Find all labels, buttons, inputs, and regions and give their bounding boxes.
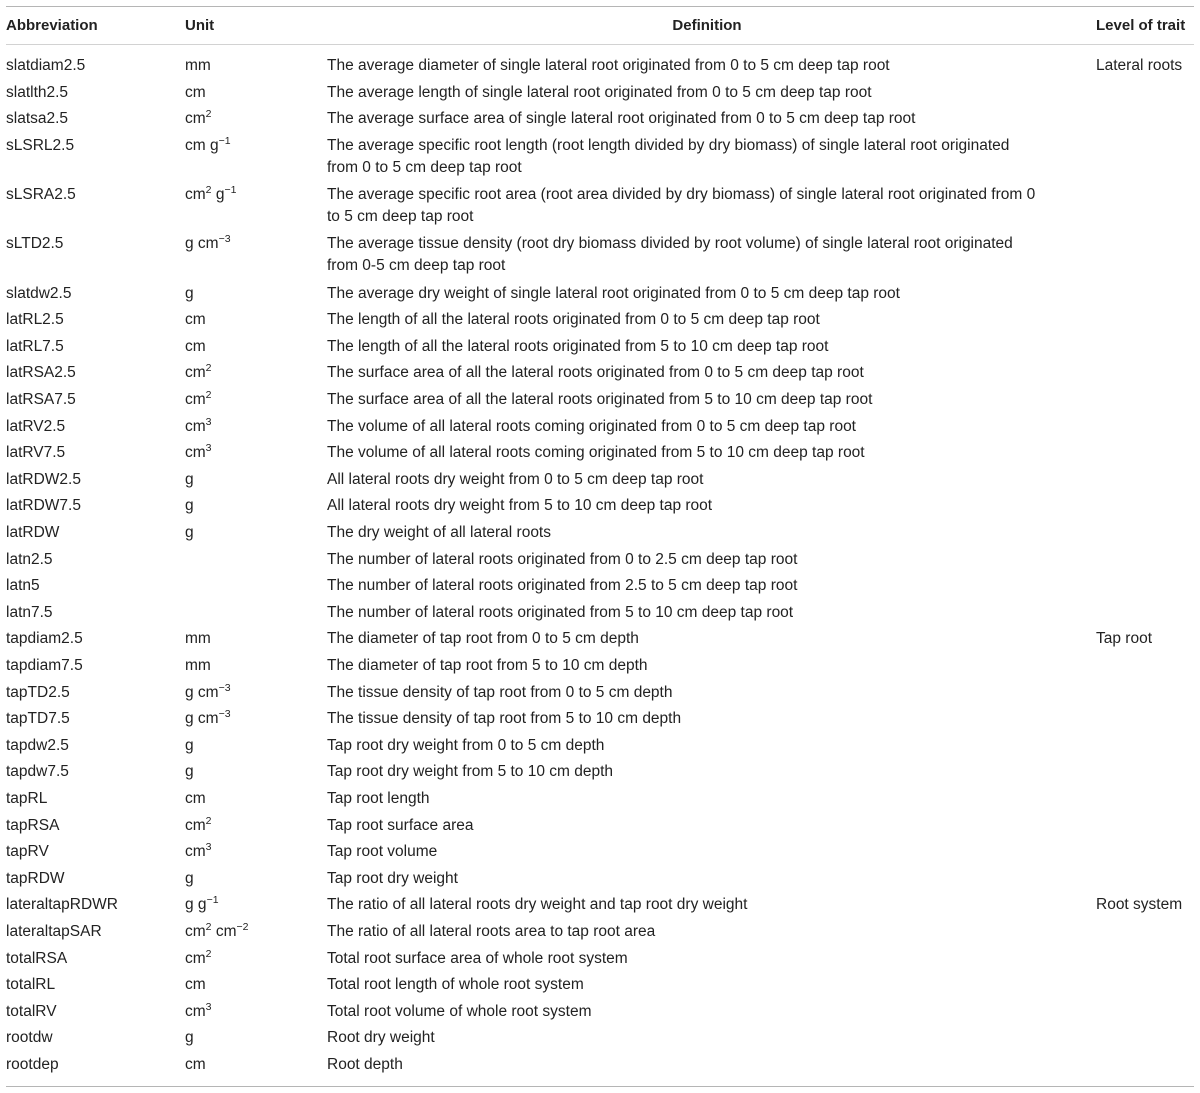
definition-cell: The dry weight of all lateral roots <box>327 524 551 542</box>
unit-text: cm <box>185 1055 206 1073</box>
definition-cell: Total root length of whole root system <box>327 976 584 994</box>
unit-text: cm <box>185 391 206 409</box>
table-row <box>0 1025 1200 1052</box>
unit-text: cm <box>185 922 206 940</box>
table-row <box>0 866 1200 893</box>
unit-text: g <box>185 736 194 754</box>
unit-text: cm <box>185 789 206 807</box>
abbreviation-cell: tapTD2.5 <box>6 683 70 701</box>
abbreviation-cell: tapRDW <box>6 869 65 887</box>
unit-cell <box>185 184 236 206</box>
table-row <box>0 653 1200 680</box>
definition-cell: Root depth <box>327 1055 403 1073</box>
definition-cell: Tap root length <box>327 789 430 807</box>
definition-cell: The average surface area of single lateral root originated from 0 to 5 cm deep tap root <box>327 110 916 128</box>
level-cell: Root system <box>1096 896 1183 914</box>
level-cell: Tap root <box>1096 630 1153 648</box>
unit-text: cm <box>211 922 237 940</box>
table-body <box>0 53 1200 1078</box>
unit-cell <box>185 1001 212 1023</box>
unit-text: g <box>211 186 225 204</box>
unit-exponent: −2 <box>236 920 249 933</box>
abbreviation-cell: tapdiam2.5 <box>6 630 83 648</box>
abbreviation-cell: latRSA7.5 <box>6 391 76 409</box>
unit-cell <box>185 108 212 130</box>
unit-text: cm <box>185 1002 206 1020</box>
unit-cell <box>185 495 194 517</box>
definition-cell: The average diameter of single lateral root originated from 0 to 5 cm deep tap root <box>327 57 890 74</box>
abbreviation-cell: tapdiam7.5 <box>6 656 83 674</box>
abbreviation-cell: latRL2.5 <box>6 311 64 329</box>
unit-text: g <box>185 497 194 515</box>
unit-cell <box>185 233 231 255</box>
abbreviation-cell: latRDW7.5 <box>6 497 81 515</box>
unit-cell <box>185 522 194 544</box>
unit-exponent: 2 <box>205 362 212 375</box>
table-row <box>0 133 1200 182</box>
table-row <box>0 839 1200 866</box>
abbreviation-cell: tapRV <box>6 843 49 861</box>
unit-text: cm <box>185 110 206 128</box>
definition-cell: Root dry weight <box>327 1029 435 1047</box>
table-row <box>0 1052 1200 1079</box>
definition-cell: The average length of single lateral root originated from 0 to 5 cm deep tap root <box>327 83 872 101</box>
abbreviation-cell: latRV7.5 <box>6 444 66 462</box>
definition-cell: The number of lateral roots originated from 0 to 2.5 cm deep tap root <box>327 550 798 568</box>
definition-cell: The ratio of all lateral roots dry weight and tap root dry weight <box>327 896 748 914</box>
unit-exponent: 2 <box>205 184 212 197</box>
table-row <box>0 493 1200 520</box>
table-row <box>0 946 1200 973</box>
abbreviation-cell: lateraltapSAR <box>6 922 102 940</box>
header-rule <box>6 44 1194 45</box>
unit-cell <box>185 135 231 157</box>
unit-exponent: −1 <box>224 184 237 197</box>
unit-cell <box>185 336 206 358</box>
abbreviation-cell: latRSA2.5 <box>6 364 76 382</box>
unit-exponent: 2 <box>205 814 212 827</box>
unit-text: cm <box>185 364 206 382</box>
unit-text: g <box>185 869 194 887</box>
header-unit: Unit <box>185 17 215 34</box>
unit-cell <box>185 1054 206 1076</box>
unit-text: cm <box>185 976 206 994</box>
unit-text: cm <box>185 311 206 329</box>
unit-text: g <box>185 1029 194 1047</box>
definition-cell: Total root surface area of whole root system <box>327 949 628 967</box>
unit-exponent: 3 <box>205 1000 212 1013</box>
abbreviation-cell: slatlth2.5 <box>6 83 69 101</box>
table-row <box>0 182 1200 231</box>
table-row <box>0 999 1200 1026</box>
unit-text: g <box>185 524 194 542</box>
definition-cell: Tap root dry weight from 0 to 5 cm depth <box>327 736 605 754</box>
unit-cell <box>185 1027 194 1049</box>
abbreviation-cell: slatsa2.5 <box>6 110 69 128</box>
unit-text: g cm <box>185 710 219 728</box>
abbreviation-cell: totalRV <box>6 1002 57 1020</box>
unit-exponent: 2 <box>205 389 212 402</box>
table-row <box>0 231 1200 280</box>
abbreviation-cell: latRDW2.5 <box>6 470 81 488</box>
unit-text: g cm <box>185 235 219 253</box>
definition-cell: The volume of all lateral roots coming originated from 0 to 5 cm deep tap root <box>327 417 856 435</box>
definition-cell: All lateral roots dry weight from 0 to 5 cm deep tap root <box>327 470 704 488</box>
abbreviation-cell: sLSRA2.5 <box>6 186 76 204</box>
unit-text: cm <box>185 83 206 101</box>
abbreviation-cell: latRDW <box>6 524 60 542</box>
unit-cell <box>185 815 212 837</box>
abbreviation-cell: latn2.5 <box>6 550 53 568</box>
table-row <box>0 733 1200 760</box>
unit-text: g <box>185 470 194 488</box>
definition-cell: The length of all the lateral roots originated from 0 to 5 cm deep tap root <box>327 311 820 329</box>
table-row <box>0 414 1200 441</box>
unit-cell <box>185 788 206 810</box>
unit-cell <box>185 948 212 970</box>
unit-cell <box>185 362 212 384</box>
unit-exponent: 2 <box>205 920 212 933</box>
table-row <box>0 759 1200 786</box>
unit-exponent: 2 <box>205 947 212 960</box>
unit-text: mm <box>185 57 211 74</box>
abbreviation-cell: latRL7.5 <box>6 337 64 355</box>
table-row <box>0 53 1200 80</box>
unit-cell <box>185 894 219 916</box>
table-row <box>0 80 1200 107</box>
table-row <box>0 680 1200 707</box>
header-level-of-trait: Level of trait <box>1096 17 1186 34</box>
table-row <box>0 307 1200 334</box>
unit-text: cm <box>185 949 206 967</box>
definition-cell: The diameter of tap root from 5 to 10 cm depth <box>327 656 648 674</box>
level-cell: Lateral roots <box>1096 57 1183 74</box>
unit-text: cm <box>185 816 206 834</box>
unit-text: cm <box>185 186 206 204</box>
unit-cell <box>185 974 206 996</box>
table-row <box>0 520 1200 547</box>
unit-text: g g <box>185 896 207 914</box>
table-row <box>0 281 1200 308</box>
abbreviation-cell: sLSRL2.5 <box>6 136 75 154</box>
unit-cell <box>185 841 212 863</box>
definition-cell: The average tissue density (root dry biomass divided by root volume) of single lateral root originated from 0-5 cm deep tap root <box>327 235 1013 275</box>
unit-cell <box>185 55 211 77</box>
definition-cell: The average dry weight of single lateral root originated from 0 to 5 cm deep tap root <box>327 284 900 302</box>
abbreviation-cell: totalRSA <box>6 949 68 967</box>
unit-exponent: 3 <box>205 841 212 854</box>
abbreviation-cell: tapdw2.5 <box>6 736 69 754</box>
unit-text: mm <box>185 630 211 648</box>
table-top-rule <box>6 6 1194 7</box>
unit-cell <box>185 82 206 104</box>
unit-text: g <box>185 763 194 781</box>
table-row <box>0 440 1200 467</box>
unit-cell <box>185 735 194 757</box>
unit-cell <box>185 442 212 464</box>
table-row <box>0 626 1200 653</box>
abbreviation-cell: rootdep <box>6 1055 59 1073</box>
header-definition: Definition <box>672 17 742 34</box>
definition-cell: The volume of all lateral roots coming originated from 5 to 10 cm deep tap root <box>327 444 865 462</box>
table-row <box>0 360 1200 387</box>
table-row <box>0 600 1200 627</box>
unit-cell <box>185 682 231 704</box>
abbreviation-cell: latn5 <box>6 577 40 595</box>
table-row <box>0 786 1200 813</box>
abbreviation-cell: slatdw2.5 <box>6 284 72 302</box>
table-bottom-rule <box>6 1086 1194 1087</box>
abbreviation-cell: tapRL <box>6 789 48 807</box>
unit-text: cm g <box>185 136 219 154</box>
table-row <box>0 106 1200 133</box>
unit-cell <box>185 469 194 491</box>
definition-cell: Tap root dry weight from 5 to 10 cm depth <box>327 763 614 781</box>
unit-text: cm <box>185 417 206 435</box>
header-abbreviation: Abbreviation <box>6 17 98 34</box>
table-row <box>0 467 1200 494</box>
definition-cell: The length of all the lateral roots originated from 5 to 10 cm deep tap root <box>327 337 829 355</box>
unit-cell <box>185 921 248 943</box>
abbreviation-cell: latn7.5 <box>6 603 53 621</box>
unit-text: g cm <box>185 683 219 701</box>
unit-exponent: −3 <box>218 681 231 694</box>
unit-exponent: −3 <box>218 233 231 246</box>
unit-text: cm <box>185 843 206 861</box>
definition-cell: The average specific root area (root area divided by dry biomass) of single lateral root originated from 0 to 5 cm deep tap root <box>327 186 1036 226</box>
unit-exponent: 3 <box>205 442 212 455</box>
abbreviation-cell: tapdw7.5 <box>6 763 69 781</box>
abbreviation-cell: latRV2.5 <box>6 417 66 435</box>
unit-exponent: 2 <box>205 108 212 121</box>
definition-cell: The average specific root length (root length divided by dry biomass) of single lateral root originated from 0 to 5 cm deep tap root <box>327 136 1010 176</box>
table-row <box>0 573 1200 600</box>
unit-text: mm <box>185 656 211 674</box>
definition-cell: The number of lateral roots originated from 2.5 to 5 cm deep tap root <box>327 577 798 595</box>
unit-cell <box>185 416 212 438</box>
table-row <box>0 387 1200 414</box>
table-row <box>0 972 1200 999</box>
unit-cell <box>185 655 211 677</box>
abbreviation-cell: tapRSA <box>6 816 60 834</box>
definition-cell: All lateral roots dry weight from 5 to 10 cm deep tap root <box>327 497 713 515</box>
definition-cell: The tissue density of tap root from 5 to 10 cm depth <box>327 710 682 728</box>
unit-cell <box>185 309 206 331</box>
definition-cell: The surface area of all the lateral roots originated from 0 to 5 cm deep tap root <box>327 364 864 382</box>
table-row <box>0 919 1200 946</box>
unit-cell <box>185 389 212 411</box>
definition-cell: The ratio of all lateral roots area to tap root area <box>327 922 656 940</box>
table-row <box>0 547 1200 574</box>
unit-cell <box>185 761 194 783</box>
abbreviation-cell: sLTD2.5 <box>6 235 64 253</box>
table-row <box>0 892 1200 919</box>
definition-cell: The diameter of tap root from 0 to 5 cm depth <box>327 630 639 648</box>
unit-exponent: −1 <box>206 894 219 907</box>
definition-cell: The tissue density of tap root from 0 to 5 cm depth <box>327 683 673 701</box>
unit-cell <box>185 868 194 890</box>
definition-cell: Tap root dry weight <box>327 869 458 887</box>
definition-cell: Tap root surface area <box>327 816 474 834</box>
unit-text: cm <box>185 337 206 355</box>
unit-exponent: 3 <box>205 415 212 428</box>
abbreviation-cell: tapTD7.5 <box>6 710 70 728</box>
abbreviation-cell: slatdiam2.5 <box>6 57 86 74</box>
definition-cell: Total root volume of whole root system <box>327 1002 592 1020</box>
definition-cell: The number of lateral roots originated from 5 to 10 cm deep tap root <box>327 603 794 621</box>
abbreviation-cell: totalRL <box>6 976 56 994</box>
table-row <box>0 813 1200 840</box>
abbreviation-cell: lateraltapRDWR <box>6 896 118 914</box>
unit-exponent: −1 <box>218 134 231 147</box>
table-row <box>0 334 1200 361</box>
unit-cell <box>185 628 211 650</box>
definition-cell: The surface area of all the lateral roots originated from 5 to 10 cm deep tap root <box>327 391 873 409</box>
table-row <box>0 706 1200 733</box>
abbreviation-cell: rootdw <box>6 1029 53 1047</box>
unit-cell <box>185 708 231 730</box>
definition-cell: Tap root volume <box>327 843 438 861</box>
unit-text: cm <box>185 444 206 462</box>
unit-cell <box>185 283 194 305</box>
unit-text: g <box>185 284 194 302</box>
unit-exponent: −3 <box>218 708 231 721</box>
